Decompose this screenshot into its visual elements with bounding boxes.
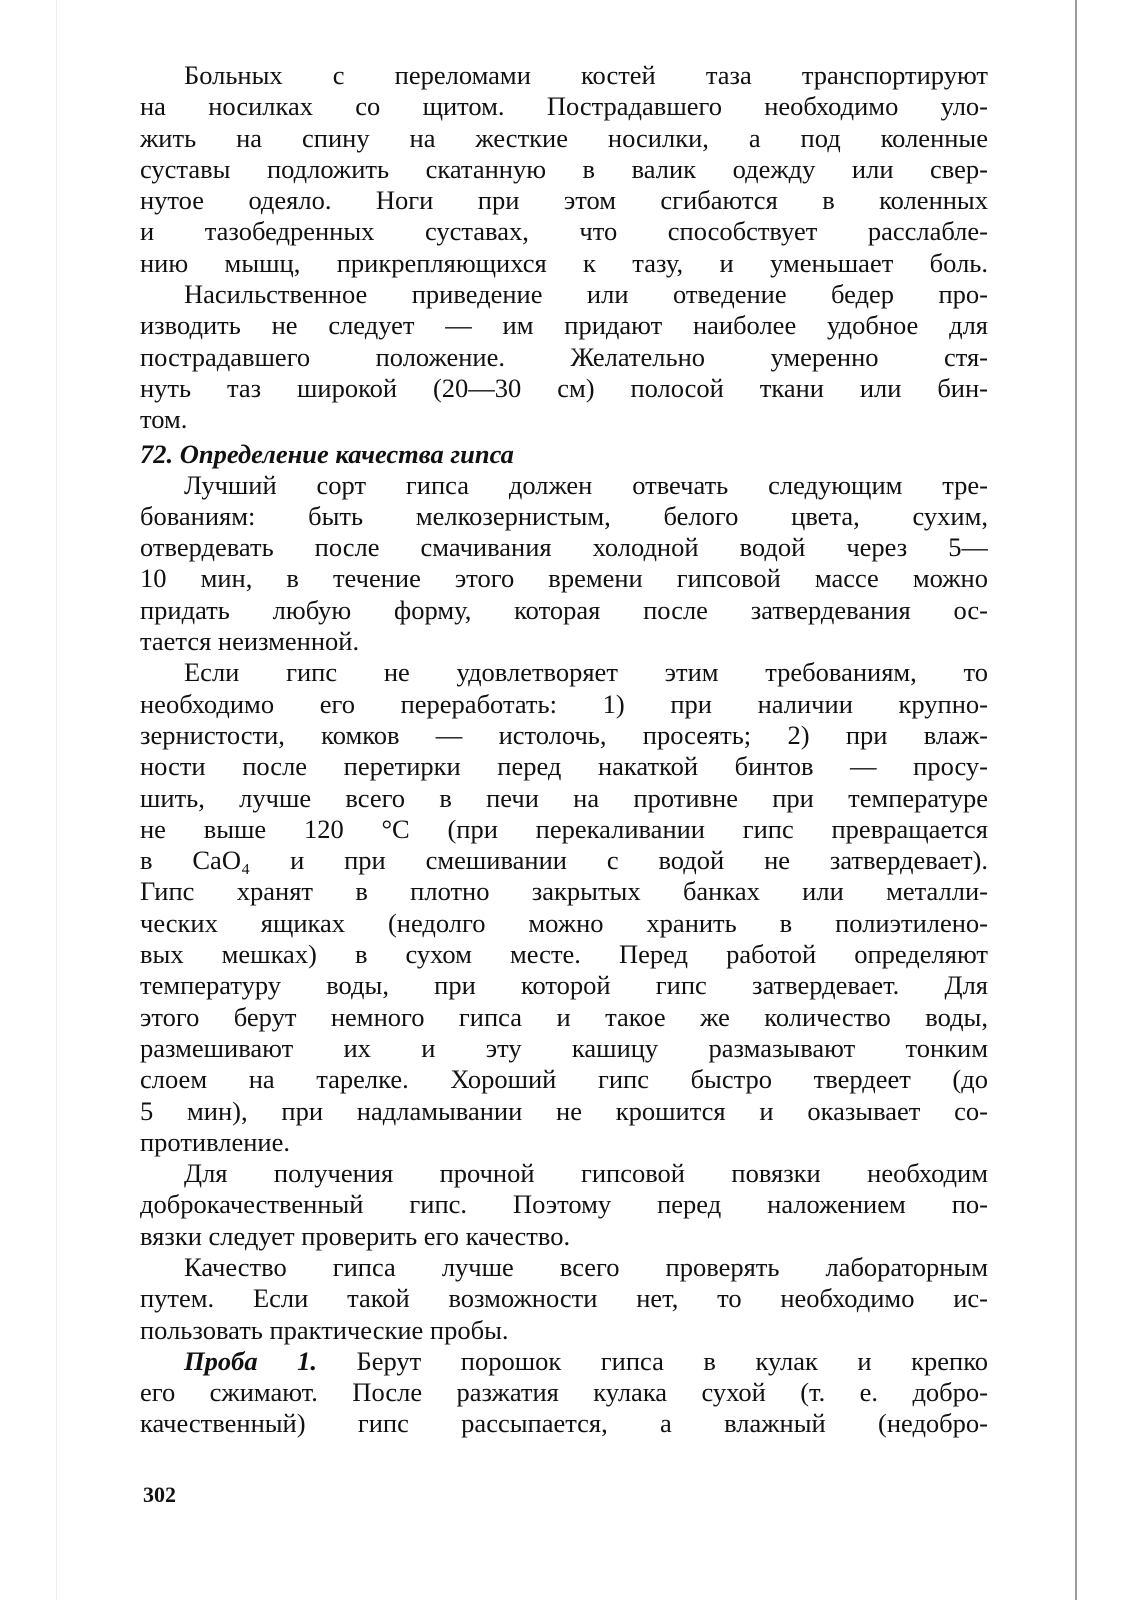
text-line: не выше 120 °С (при перекаливании гипс превращается (140, 813, 988, 844)
text-line: Для получения прочной гипсовой повязки необходим (184, 1158, 988, 1189)
paragraph-probe-1 (140, 1346, 988, 1440)
text-line: Гипс хранят в плотно закрытых банках или металли- (140, 876, 988, 907)
text-line: Если гипс не удовлетворяет этим требованиям, то (184, 657, 988, 688)
text-line: вых мешках) в сухом месте. Перед работой определяют (140, 939, 988, 970)
text-line: Насильственное приведение или отведение бедер про- (184, 279, 988, 310)
text-line: размешивают их и эту кашицу размазывают тонким (140, 1032, 988, 1063)
text-line: на носилках со щитом. Пострадавшего необходимо уло- (140, 91, 988, 122)
text-line: жить на спину на жесткие носилки, а под коленные (140, 122, 988, 153)
text-line: нуть таз широкой (20—30 см) полосой ткани или бин- (140, 372, 988, 403)
section-heading: 72. Определение качества гипса (140, 438, 514, 469)
text-line (140, 1346, 988, 1377)
text-line: отвердевать после смачивания холодной водой через 5— (140, 532, 988, 563)
text-line: слоем на тарелке. Хороший гипс быстро твердеет (до (140, 1064, 988, 1095)
text-line: нию мышц, прикрепляющихся к тазу, и уменьшает боль. (140, 247, 988, 278)
text-line: вязки следует проверить его качество. (140, 1220, 571, 1251)
text-line: бованиям: быть мелкозернистым, белого цвета, сухим, (140, 500, 988, 531)
page-text (140, 60, 988, 1440)
text-line: и тазобедренных суставах, что способствует расслабле- (140, 216, 988, 247)
text-line: качественный) гипс рассыпается, а влажный (недобро- (140, 1408, 988, 1439)
text-line: Лучший сорт гипса должен отвечать следующим тре- (184, 469, 988, 500)
text-line: пострадавшего положение. Желательно умеренно стя- (140, 341, 988, 372)
text-line: 10 мин, в течение этого времени гипсовой массе можно (140, 563, 988, 594)
text-line: противление. (140, 1126, 290, 1157)
text-line: в CaO₄ и при смешивании с водой не затвердевает). (140, 845, 988, 876)
text-line: зернистости, комков — истолочь, просеять; 2) при влаж- (140, 719, 988, 750)
text-line: его сжимают. После разжатия кулака сухой (т. е. добро- (140, 1377, 988, 1408)
probe-label: Проба 1. (184, 1345, 317, 1376)
text-line: путем. Если такой возможности нет, то необходимо ис- (140, 1283, 988, 1314)
text-line: пользовать практические пробы. (140, 1314, 509, 1345)
text-line: изводить не следует — им придают наиболее удобное для (140, 310, 988, 341)
text-line: температуру воды, при которой гипс затвердевает. Для (140, 970, 988, 1001)
paragraph-hips (140, 279, 988, 435)
text-line: необходимо его переработать: 1) при наличии крупно- (140, 688, 988, 719)
text-line: нутое одеяло. Ноги при этом сгибаются в коленных (140, 185, 988, 216)
paragraph-best-gypsum (140, 470, 988, 658)
text-line: ности после перетирки перед накаткой бинтов — просу- (140, 751, 988, 782)
paragraph-processing (140, 657, 988, 1158)
probe-first-line: Берут порошок гипса в кулак и крепко (317, 1345, 988, 1376)
text-line: том. (140, 404, 188, 435)
text-line: тается неизменной. (140, 626, 360, 657)
text-line: шить, лучше всего в печи на противне при температуре (140, 782, 988, 813)
paragraph-lab-testing (140, 1252, 988, 1346)
paragraph-transport (140, 60, 988, 279)
page-number: 302 (143, 1482, 176, 1507)
text-line: Больных с переломами костей таза транспортируют (184, 60, 988, 90)
text-line: суставы подложить скатанную в валик одежду или свер- (140, 153, 988, 184)
text-line: ческих ящиках (недолго можно хранить в полиэтилено- (140, 907, 988, 938)
text-line: этого берут немного гипса и такое же количество воды, (140, 1001, 988, 1032)
text-line: придать любую форму, которая после затвердевания ос- (140, 594, 988, 625)
text-line: 5 мин), при надламывании не крошится и оказывает со- (140, 1095, 988, 1126)
paragraph-quality-need (140, 1158, 988, 1252)
text-line: доброкачественный гипс. Поэтому перед наложением по- (140, 1189, 988, 1220)
text-line: Качество гипса лучше всего проверять лабораторным (184, 1251, 988, 1282)
